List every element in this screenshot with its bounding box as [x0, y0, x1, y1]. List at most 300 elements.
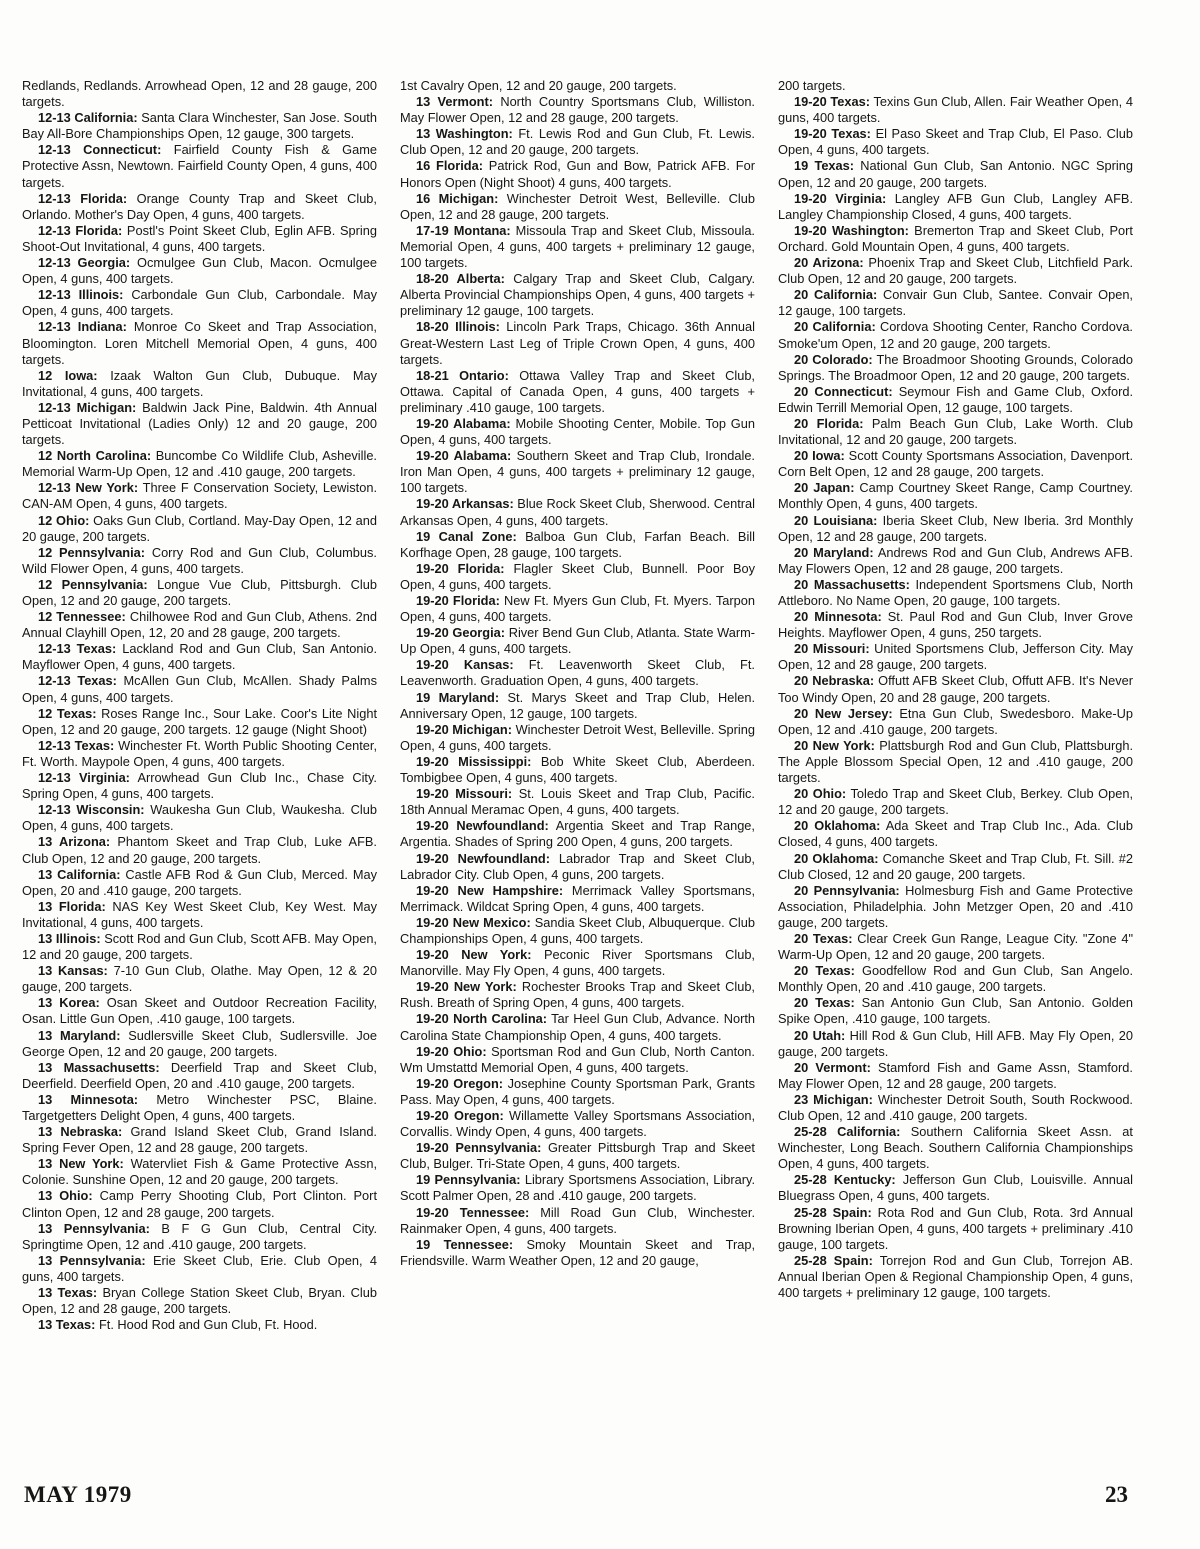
listing-details: National Gun Club, San Antonio. NGC Spring Open, 12 and 20 gauge, 200 targets.: [778, 158, 1133, 190]
issue-date: MAY 1979: [24, 1482, 132, 1507]
listing-date-state: 13 Vermont:: [416, 94, 494, 110]
listing-details: Erie Skeet Club, Erie. Club Open, 4 guns, 400 targets.: [22, 1252, 377, 1284]
listing-date-state: 13 New York:: [38, 1156, 124, 1172]
listing-entry: [778, 1172, 1133, 1204]
listing-entry: [22, 448, 377, 480]
listing-entry: [400, 1076, 755, 1108]
listing-details: Sandia Skeet Club, Albuquerque. Club Championships Open, 4 guns, 400 targets.: [400, 914, 755, 946]
listing-details: Langley AFB Gun Club, Langley AFB. Langley Championship Closed, 4 guns, 400 targets.: [778, 190, 1133, 222]
listing-date-state: 20 Iowa:: [794, 448, 845, 464]
listing-entry: [400, 1108, 755, 1140]
listing-entry: [778, 416, 1133, 448]
listing-details: Etna Gun Club, Swedesboro. Make-Up Open, 12 and .410 gauge, 200 targets.: [778, 705, 1133, 737]
listing-date-state: 20 Nebraska:: [794, 673, 875, 689]
listing-entry: [778, 963, 1133, 995]
listing-details: Independent Sportsmens Club, North Attleboro. No Name Open, 20 gauge, 100 targets.: [778, 576, 1133, 608]
listing-details: Cordova Shooting Center, Rancho Cordova. Smoke'um Open, 12 and 20 gauge, 200 targets.: [778, 319, 1133, 351]
listing-date-state: 13 Illinois:: [38, 930, 101, 946]
listing-date-state: 20 Japan:: [794, 480, 855, 496]
listing-date-state: 20 Ohio:: [794, 786, 847, 802]
listing-details: Roses Range Inc., Sour Lake. Coor's Lite Night Open, 12 and 20 gauge, 200 targets. 12 gauge (Night Shoot): [22, 705, 377, 737]
listing-details: Seymour Fish and Game Club, Oxford. Edwin Terrill Memorial Open, 12 gauge, 100 targets.: [778, 383, 1133, 415]
listing-date-state: 20 Missouri:: [794, 641, 870, 657]
listing-entry: [22, 770, 377, 802]
listing-details: Chilhowee Rod and Gun Club, Athens. 2nd Annual Clayhill Open, 12, 20 and 28 gauge, 200 targets.: [22, 609, 377, 641]
listing-date-state: 19 Tennessee:: [416, 1236, 514, 1252]
listing-date-state: 13 Ohio:: [38, 1188, 93, 1204]
listing-entry: [400, 593, 755, 625]
listing-date-state: 12 Tennessee:: [38, 609, 126, 625]
listing-details: Izaak Walton Gun Club, Dubuque. May Invitational, 4 guns, 400 targets.: [22, 367, 378, 399]
listing-entry: [778, 191, 1133, 223]
listing-details: Ft. Leavenworth Skeet Club, Ft. Leavenworth. Graduation Open, 4 guns, 400 targets.: [400, 657, 755, 689]
listing-entry: [400, 625, 755, 657]
listing-date-state: 19-20 Alabama:: [416, 415, 511, 431]
listing-entry: [778, 1253, 1133, 1301]
listing-date-state: 12-13 New York:: [38, 480, 139, 496]
listing-details: Camp Courtney Skeet Range, Camp Courtney. Monthly Open, 4 guns, 400 targets.: [778, 480, 1133, 512]
listing-details: Hill Rod & Gun Club, Hill AFB. May Fly Open, 20 gauge, 200 targets.: [778, 1027, 1133, 1059]
listing-details: 1st Cavalry Open, 12 and 20 gauge, 200 targets.: [400, 78, 677, 93]
listing-details: Argentia Skeet and Trap Range, Argentia. Shades of Spring 200 Open, 4 guns, 200 targets.: [400, 818, 755, 850]
listing-details: Bob White Skeet Club, Aberdeen. Tombigbee Open, 4 guns, 400 targets.: [400, 753, 756, 786]
listing-entry: [22, 513, 377, 545]
listing-details: St. Paul Rod and Gun Club, Inver Grove Heights. Mayflower Open, 4 guns, 250 targets.: [778, 609, 1133, 641]
listing-entry: [778, 883, 1133, 931]
listing-details: Corry Rod and Gun Club, Columbus. Wild Flower Open, 4 guns, 400 targets.: [22, 544, 377, 576]
listing-details: Scott County Sportsmans Association, Davenport. Corn Belt Open, 12 and 28 gauge, 200 targets.: [778, 448, 1133, 480]
listing-details: Fairfield County Fish & Game Protective Assn, Newtown. Fairfield County Open, 4 guns, 400 targets.: [22, 142, 377, 190]
listing-date-state: 19-20 Newfoundland:: [416, 850, 550, 866]
listing-details: San Antonio Gun Club, San Antonio. Golden Spike Open, .410 gauge, 100 targets.: [778, 995, 1133, 1027]
listing-details: St. Marys Skeet and Trap Club, Helen. Anniversary Open, 12 gauge, 100 targets.: [400, 689, 755, 721]
listing-date-state: 19-20 New York:: [416, 979, 517, 995]
listing-entry: [22, 995, 377, 1027]
listing-details: Sudlersville Skeet Club, Sudlersville. Joe George Open, 12 and 20 gauge, 200 targets.: [22, 1027, 377, 1059]
column-1: [22, 78, 377, 1333]
listing-date-state: 13 Korea:: [38, 995, 100, 1011]
listing-date-state: 20 Texas:: [794, 930, 853, 946]
listing-entry: [400, 158, 755, 190]
listing-date-state: 20 Texas:: [794, 963, 855, 979]
listing-entry: [22, 931, 377, 963]
listing-date-state: 20 Florida:: [794, 415, 864, 431]
listing-entry: [778, 223, 1133, 255]
listing-date-state: 19-20 Pennsylvania:: [416, 1140, 542, 1156]
listing-entry: [400, 1011, 755, 1043]
listing-entry: [400, 448, 755, 496]
listing-date-state: 13 Arizona:: [38, 834, 111, 850]
listing-details: Bremerton Trap and Skeet Club, Port Orchard. Gold Mountain Open, 4 guns, 400 targets.: [778, 222, 1133, 254]
listing-details: Labrador Trap and Skeet Club, Labrador City. Club Open, 4 guns, 200 targets.: [400, 850, 755, 882]
listing-details: Missoula Trap and Skeet Club, Missoula. Memorial Open, 4 guns, 400 targets + preliminary 12 gauge, 100 targets.: [400, 222, 755, 271]
listing-details: Metro Winchester PSC, Blaine. Targetgetters Delight Open, 4 guns, 400 targets.: [22, 1091, 377, 1123]
listing-date-state: 18-20 Alberta:: [416, 271, 505, 287]
listing-details: Jefferson Gun Club, Louisville. Annual Bluegrass Open, 4 guns, 400 targets.: [778, 1172, 1134, 1204]
listing-date-state: 19-20 Newfoundland:: [416, 818, 549, 834]
listing-details: Ada Skeet and Trap Club Inc., Ada. Club Closed, 4 guns, 400 targets.: [778, 818, 1133, 850]
listing-entry: [400, 657, 755, 689]
listing-details: Mobile Shooting Center, Mobile. Top Gun Open, 4 guns, 400 targets.: [400, 415, 755, 448]
listing-entry: [400, 754, 755, 786]
listing-entry: [400, 319, 755, 367]
listing-entry: [400, 126, 755, 158]
listing-date-state: 19-20 Oregon:: [416, 1108, 504, 1123]
listing-date-state: 19-20 Missouri:: [416, 786, 513, 802]
listing-details: River Bend Gun Club, Atlanta. State Warm-Up Open, 4 guns, 400 targets.: [400, 625, 756, 657]
listing-entry: [400, 690, 755, 722]
listing-date-state: 20 Louisiana:: [794, 512, 878, 528]
listing-entry: [778, 480, 1133, 512]
listing-entry: [778, 448, 1133, 480]
listing-date-state: 25-28 Kentucky:: [794, 1172, 896, 1188]
listing-date-state: 13 California:: [38, 866, 121, 882]
listing-date-state: 20 Massachusetts:: [794, 576, 910, 592]
listing-entry: [778, 851, 1133, 883]
listing-date-state: 19-20 Virginia:: [794, 190, 887, 206]
listing-details: Rochester Brooks Trap and Skeet Club, Rush. Breath of Spring Open, 4 guns, 400 targets.: [400, 979, 755, 1011]
listing-date-state: 20 Texas:: [794, 995, 855, 1011]
listing-entry: [778, 1060, 1133, 1092]
listing-entry: [778, 1092, 1133, 1124]
listing-date-state: 13 Florida:: [38, 898, 106, 914]
listing-date-state: 19-20 Texas:: [794, 126, 871, 142]
listing-date-state: 20 Connecticut:: [794, 383, 893, 399]
listing-details: Offutt AFB Skeet Club, Offutt AFB. It's Never Too Windy Open, 20 and 28 gauge, 200 targets.: [778, 673, 1133, 705]
listing-details: Bryan College Station Skeet Club, Bryan. Club Open, 12 and 28 gauge, 200 targets.: [22, 1285, 377, 1317]
listing-date-state: 25-28 Spain:: [794, 1252, 873, 1268]
listing-details: Winchester Detroit West, Belleville. Spring Open, 4 guns, 400 targets.: [400, 721, 756, 753]
listing-details: Tar Heel Gun Club, Advance. North Carolina State Championship Open, 4 guns, 400 targets.: [400, 1011, 755, 1043]
listing-details: Scott Rod and Gun Club, Scott AFB. May Open, 12 and 20 gauge, 200 targets.: [22, 930, 377, 963]
listing-entry: [22, 706, 377, 738]
listing-entry: [400, 1237, 755, 1269]
listing-entry: [22, 1188, 377, 1220]
listing-date-state: 20 New York:: [794, 737, 875, 753]
listing-date-state: 19 Texas:: [794, 158, 855, 174]
listing-entry: [400, 851, 755, 883]
listing-details: Peconic River Sportsmans Club, Manorville. May Fly Open, 4 guns, 400 targets.: [400, 947, 755, 979]
listing-date-state: 12-13 Wisconsin:: [38, 802, 145, 818]
listing-entry: [400, 416, 755, 448]
listing-date-state: 20 Pennsylvania:: [794, 882, 900, 898]
listing-date-state: 20 New Jersey:: [794, 705, 893, 721]
listing-entry: [400, 1044, 755, 1076]
listing-date-state: 19 Pennsylvania:: [416, 1172, 521, 1188]
listing-entry: [22, 1156, 377, 1188]
listing-date-state: 19-20 Mississippi:: [416, 753, 532, 769]
listing-details: Southern California Skeet Assn. at Winchester, Long Beach. Southern California Championships Open, 4 guns, 400 targets.: [778, 1124, 1133, 1172]
listing-details: Castle AFB Rod & Gun Club, Merced. May Open, 20 and .410 gauge, 200 targets.: [22, 866, 377, 898]
listing-details: Andrews Rod and Gun Club, Andrews AFB. May Flowers Open, 12 and 28 gauge, 200 targets.: [778, 544, 1133, 576]
listing-entry: [22, 191, 377, 223]
listing-details: Plattsburgh Rod and Gun Club, Plattsburgh. The Apple Blossom Special Open, 12 and .410 gauge, 200 targets.: [778, 737, 1133, 786]
listing-entry: [400, 722, 755, 754]
listing-date-state: 12-13 Michigan:: [38, 399, 137, 415]
listing-details: Winchester Ft. Worth Public Shooting Center, Ft. Worth. Maypole Open, 4 guns, 400 targets.: [22, 737, 377, 769]
listing-entry: [778, 158, 1133, 190]
listing-entry: [778, 786, 1133, 818]
listing-date-state: 12-13 Connecticut:: [38, 142, 162, 158]
listing-details: Torrejon Rod and Gun Club, Torrejon AB. Annual Iberian Open & Regional Championship Open, 4 guns, 400 targets + preliminary 12 gauge, 100 targets.: [778, 1252, 1134, 1301]
listing-date-state: 20 Oklahoma:: [794, 818, 881, 834]
listing-date-state: 12-13 Indiana:: [38, 319, 127, 335]
listing-entry: [778, 641, 1133, 673]
listing-details: Buncombe Co Wildlife Club, Asheville. Memorial Warm-Up Open, 12 and .410 gauge, 200 targets.: [22, 448, 377, 480]
listing-continuation: [778, 78, 1133, 94]
listing-date-state: 20 Maryland:: [794, 544, 874, 560]
listing-date-state: 12-13 Georgia:: [38, 255, 131, 271]
listing-details: Clear Creek Gun Range, League City. "Zone 4" Warm-Up Open, 12 and 20 gauge, 200 targets.: [778, 930, 1133, 963]
listing-entry: [22, 110, 377, 142]
listing-entry: [22, 899, 377, 931]
listing-details: Orange County Trap and Skeet Club, Orlando. Mother's Day Open, 4 guns, 400 targets.: [22, 190, 377, 222]
listing-details: Josephine County Sportsman Park, Grants Pass. May Open, 4 guns, 400 targets.: [400, 1075, 755, 1107]
listing-details: Willamette Valley Sportsmans Association, Corvallis. Windy Open, 4 guns, 400 targets.: [400, 1108, 755, 1140]
listing-date-state: 25-28 Spain:: [794, 1204, 872, 1220]
listing-date-state: 13 Kansas:: [38, 963, 108, 979]
listing-date-state: 12 Ohio:: [38, 512, 90, 528]
listing-entry: [400, 368, 755, 416]
listing-date-state: 13 Maryland:: [38, 1027, 121, 1043]
listing-entry: [22, 673, 377, 705]
listing-entry: [22, 1285, 377, 1317]
listing-entry: [400, 1205, 755, 1237]
listing-details: Grand Island Skeet Club, Grand Island. Spring Fever Open, 12 and 28 gauge, 200 targets.: [22, 1124, 377, 1156]
listing-entry: [778, 738, 1133, 786]
listing-details: Phantom Skeet and Trap Club, Luke AFB. Club Open, 12 and 20 gauge, 200 targets.: [22, 834, 377, 866]
listing-details: Winchester Detroit West, Belleville. Club Open, 12 and 28 gauge, 200 targets.: [400, 190, 755, 222]
listing-details: Monroe Co Skeet and Trap Association, Bloomington. Loren Mitchell Memorial Open, 4 guns, 400 targets.: [22, 319, 377, 367]
listing-entry: [778, 513, 1133, 545]
listing-details: Library Sportsmens Association, Library. Scott Palmer Open, 28 and .410 gauge, 200 targets.: [400, 1172, 755, 1204]
listing-entry: [778, 706, 1133, 738]
listing-date-state: 20 California:: [794, 287, 878, 303]
listing-entry: [778, 1124, 1133, 1172]
listing-date-state: 20 Vermont:: [794, 1059, 871, 1075]
listing-details: Postl's Point Skeet Club, Eglin AFB. Spring Shoot-Out Invitational, 4 guns, 400 targets.: [22, 222, 377, 254]
listing-date-state: 12 Iowa:: [38, 367, 98, 383]
listing-details: The Broadmoor Shooting Grounds, Colorado Springs. The Broadmoor Open, 12 and 20 gauge, 200 targets.: [778, 351, 1133, 383]
listing-details: Iberia Skeet Club, New Iberia. 3rd Monthly Open, 12 and 28 gauge, 200 targets.: [778, 512, 1133, 544]
listing-date-state: 18-20 Illinois:: [416, 319, 500, 335]
listing-date-state: 19-20 North Carolina:: [416, 1011, 548, 1027]
listing-details: Sportsman Rod and Gun Club, North Canton. Wm Umstattd Memorial Open, 4 guns, 400 targets.: [400, 1043, 755, 1075]
listing-entry: [22, 1092, 377, 1124]
listing-date-state: 13 Pennsylvania:: [38, 1220, 150, 1236]
listing-details: McAllen Gun Club, McAllen. Shady Palms Open, 4 guns, 400 targets.: [22, 673, 377, 705]
listing-entry: [22, 1317, 377, 1333]
listing-entry: [400, 223, 755, 271]
listing-date-state: 12 North Carolina:: [38, 448, 152, 464]
listing-date-state: 13 Texas:: [38, 1317, 96, 1333]
listing-details: Osan Skeet and Outdoor Recreation Facility, Osan. Little Gun Open, .410 gauge, 100 targets.: [22, 995, 377, 1027]
listing-details: Ft. Hood Rod and Gun Club, Ft. Hood.: [95, 1317, 318, 1333]
listing-entry: [22, 1124, 377, 1156]
listing-details: Lincoln Park Traps, Chicago. 36th Annual Great-Western Last Leg of Triple Crown Open, 4 guns, 400 targets.: [400, 319, 756, 367]
listing-date-state: 20 California:: [794, 319, 876, 335]
listing-entry: [778, 352, 1133, 384]
listing-date-state: 23 Michigan:: [794, 1091, 873, 1107]
listing-date-state: 19-20 New York:: [416, 947, 532, 963]
listing-details: Ottawa Valley Trap and Skeet Club, Ottawa. Capital of Canada Open, 4 guns, 400 targets + preliminary .410 gauge, 100 targets.: [400, 367, 755, 415]
listing-entry: [22, 1221, 377, 1253]
listing-date-state: 19-20 New Hampshire:: [416, 882, 564, 898]
listing-entry: [400, 496, 755, 528]
listing-entry: [22, 641, 377, 673]
listing-entry: [400, 786, 755, 818]
listing-entry: [778, 577, 1133, 609]
listing-entry: [22, 1060, 377, 1092]
listing-details: Holmesburg Fish and Game Protective Association, Philadelphia. John Metzger Open, 20 and .410 gauge, 200 targets.: [778, 882, 1133, 930]
listing-entry: [400, 529, 755, 561]
listing-details: Carbondale Gun Club, Carbondale. May Open, 4 guns, 400 targets.: [22, 287, 378, 319]
listing-details: Mill Road Gun Club, Winchester. Rainmaker Open, 4 guns, 400 targets.: [400, 1204, 755, 1236]
listing-entry: [778, 319, 1133, 351]
listing-details: United Sportsmens Club, Jefferson City. May Open, 12 and 28 gauge, 200 targets.: [778, 641, 1134, 673]
listing-entry: [22, 545, 377, 577]
page-number: 23: [1105, 1482, 1128, 1507]
listing-details: Merrimack Valley Sportsmans, Merrimack. Wildcat Spring Open, 4 guns, 400 targets.: [400, 882, 756, 914]
listing-entry: [22, 368, 377, 400]
listing-date-state: 13 Pennsylvania:: [38, 1252, 146, 1268]
listing-date-state: 13 Washington:: [416, 126, 513, 142]
listing-entry: [22, 1253, 377, 1285]
listing-entry: [22, 738, 377, 770]
listing-entry: [22, 834, 377, 866]
listing-details: New Ft. Myers Gun Club, Ft. Myers. Tarpon Open, 4 guns, 400 targets.: [400, 593, 755, 625]
listing-date-state: 12 Pennsylvania:: [38, 544, 146, 560]
listing-date-state: 19-20 Arkansas:: [416, 496, 514, 512]
listing-details: Toledo Trap and Skeet Club, Berkey. Club Open, 12 and 20 gauge, 200 targets.: [778, 786, 1133, 818]
listing-details: NAS Key West Skeet Club, Key West. May Invitational, 4 guns, 400 targets.: [22, 898, 377, 930]
listing-entry: [22, 319, 377, 367]
listing-date-state: 19-20 Georgia:: [416, 625, 506, 641]
column-3: [778, 78, 1133, 1301]
listing-date-state: 12 Texas:: [38, 705, 97, 721]
listing-date-state: 13 Texas:: [38, 1285, 98, 1301]
listing-date-state: 17-19 Montana:: [416, 222, 511, 238]
listing-entry: [400, 1172, 755, 1204]
listing-details: Lackland Rod and Gun Club, San Antonio. Mayflower Open, 4 guns, 400 targets.: [22, 641, 377, 673]
listing-details: Baldwin Jack Pine, Baldwin. 4th Annual Petticoat Invitational (Ladies Only) 12 and 20 gauge, 200 targets.: [22, 399, 377, 448]
listing-date-state: 12-13 Texas:: [38, 641, 117, 657]
listing-entry: [778, 384, 1133, 416]
listing-entry: [400, 94, 755, 126]
listing-continuation: [400, 78, 755, 94]
listing-entry: [22, 867, 377, 899]
listing-entry: [778, 545, 1133, 577]
listing-details: Texins Gun Club, Allen. Fair Weather Open, 4 guns, 400 targets.: [778, 94, 1133, 126]
listing-details: Santa Clara Winchester, San Jose. South Bay All-Bore Championships Open, 12 gauge, 300 targets.: [22, 110, 377, 142]
listing-details: Patrick Rod, Gun and Bow, Patrick AFB. For Honors Open (Night Shoot) 4 guns, 400 targets.: [400, 158, 755, 190]
listing-entry: [778, 94, 1133, 126]
listing-date-state: 12-13 Texas:: [38, 673, 117, 689]
listing-date-state: 19-20 Kansas:: [416, 657, 514, 673]
listing-entry: [778, 931, 1133, 963]
listing-details: Three F Conservation Society, Lewiston. CAN-AM Open, 4 guns, 400 targets.: [22, 480, 377, 512]
listing-entry: [400, 191, 755, 223]
listing-continuation: [22, 78, 377, 110]
listing-entry: [22, 480, 377, 512]
listing-date-state: 19-20 Ohio:: [416, 1043, 487, 1059]
listing-entry: [400, 947, 755, 979]
listing-details: Palm Beach Gun Club, Lake Worth. Club Invitational, 12 and 20 gauge, 200 targets.: [778, 415, 1133, 448]
listing-date-state: 20 Minnesota:: [794, 609, 882, 625]
listing-details: Phoenix Trap and Skeet Club, Litchfield Park. Club Open, 12 and 20 gauge, 200 targets.: [778, 255, 1133, 287]
listing-date-state: 19 Maryland:: [416, 689, 500, 705]
listing-entry: [400, 271, 755, 319]
listing-entry: [778, 1028, 1133, 1060]
listing-details: Oaks Gun Club, Cortland. May-Day Open, 12 and 20 gauge, 200 targets.: [22, 512, 377, 544]
listing-entry: [22, 802, 377, 834]
listing-details: Comanche Skeet and Trap Club, Ft. Sill. #2 Club Closed, 12 and 20 gauge, 200 targets.: [778, 850, 1133, 882]
listing-date-state: 13 Minnesota:: [38, 1091, 139, 1107]
listing-date-state: 16 Michigan:: [416, 190, 499, 206]
listing-entry: [778, 818, 1133, 850]
listing-details: North Country Sportsmans Club, Williston. May Flower Open, 12 and 28 gauge, 200 targets.: [400, 94, 755, 126]
listing-entry: [22, 287, 377, 319]
listing-date-state: 19-20 Tennessee:: [416, 1204, 530, 1220]
listing-entry: [22, 609, 377, 641]
listing-details: St. Louis Skeet and Trap Club, Pacific. 18th Annual Meramac Open, 4 guns, 400 targets.: [400, 786, 755, 818]
listing-entry: [22, 963, 377, 995]
listing-date-state: 12-13 Florida:: [38, 222, 123, 238]
listing-entry: [778, 673, 1133, 705]
listing-entry: [22, 1028, 377, 1060]
listing-details: B F G Gun Club, Central City. Springtime Open, 12 and .410 gauge, 200 targets.: [22, 1220, 377, 1252]
listing-details: Arrowhead Gun Club Inc., Chase City. Spring Open, 4 guns, 400 targets.: [22, 770, 377, 802]
listing-entry: [22, 577, 377, 609]
listing-entry: [22, 142, 377, 190]
listing-details: Greater Pittsburgh Trap and Skeet Club, Bulger. Tri-State Open, 4 guns, 400 targets.: [400, 1140, 755, 1172]
listing-details: Longue Vue Club, Pittsburgh. Club Open, 12 and 20 gauge, 200 targets.: [22, 576, 377, 608]
listing-details: Redlands, Redlands. Arrowhead Open, 12 and 28 gauge, 200 targets.: [22, 78, 377, 110]
listing-entry: [22, 223, 377, 255]
listing-details: Winchester Detroit South, South Rockwood. Club Open, 12 and .410 gauge, 200 targets.: [778, 1091, 1133, 1123]
listing-details: Camp Perry Shooting Club, Port Clinton. Port Clinton Open, 12 and 28 gauge, 200 targets.: [22, 1188, 377, 1220]
listing-entry: [22, 255, 377, 287]
listing-details: Ft. Lewis Rod and Gun Club, Ft. Lewis. Club Open, 12 and 20 gauge, 200 targets.: [400, 126, 755, 158]
listing-date-state: 19 Canal Zone:: [416, 528, 517, 544]
listing-details: Calgary Trap and Skeet Club, Calgary. Alberta Provincial Championships Open, 4 guns, 400 targets + preliminary 12 gauge, 100 targets.: [400, 271, 755, 319]
listing-entry: [400, 1140, 755, 1172]
listing-entry: [400, 883, 755, 915]
listing-date-state: 20 Arizona:: [794, 255, 864, 271]
listing-entry: [400, 979, 755, 1011]
listing-entry: [400, 561, 755, 593]
listing-entry: [400, 818, 755, 850]
listing-date-state: 20 Colorado:: [794, 351, 873, 367]
listing-entry: [778, 609, 1133, 641]
listing-details: Waukesha Gun Club, Waukesha. Club Open, 4 guns, 400 targets.: [22, 802, 377, 834]
listing-entry: [778, 126, 1133, 158]
listing-details: Convair Gun Club, Santee. Convair Open, 12 gauge, 100 targets.: [778, 287, 1133, 319]
listing-entry: [778, 255, 1133, 287]
listing-date-state: 19-20 Oregon:: [416, 1075, 504, 1091]
listing-details: Balboa Gun Club, Farfan Beach. Bill Korfhage Open, 28 gauge, 100 targets.: [400, 528, 755, 560]
listing-date-state: 19-20 Florida:: [416, 593, 500, 608]
listing-details: Southern Skeet and Trap Club, Irondale. Iron Man Open, 4 guns, 400 targets + preliminary 12 gauge, 100 targets.: [400, 448, 755, 496]
listing-date-state: 18-21 Ontario:: [416, 367, 509, 383]
listing-details: Deerfield Trap and Skeet Club, Deerfield. Deerfield Open, 20 and .410 gauge, 200 targets.: [22, 1059, 377, 1091]
listing-date-state: 19-20 Texas:: [794, 94, 871, 110]
listing-entry: [400, 915, 755, 947]
listing-date-state: 16 Florida:: [416, 158, 483, 174]
listing-date-state: 12-13 Florida:: [38, 190, 128, 206]
listing-date-state: 25-28 California:: [794, 1124, 901, 1140]
listing-date-state: 12 Pennsylvania:: [38, 576, 148, 592]
